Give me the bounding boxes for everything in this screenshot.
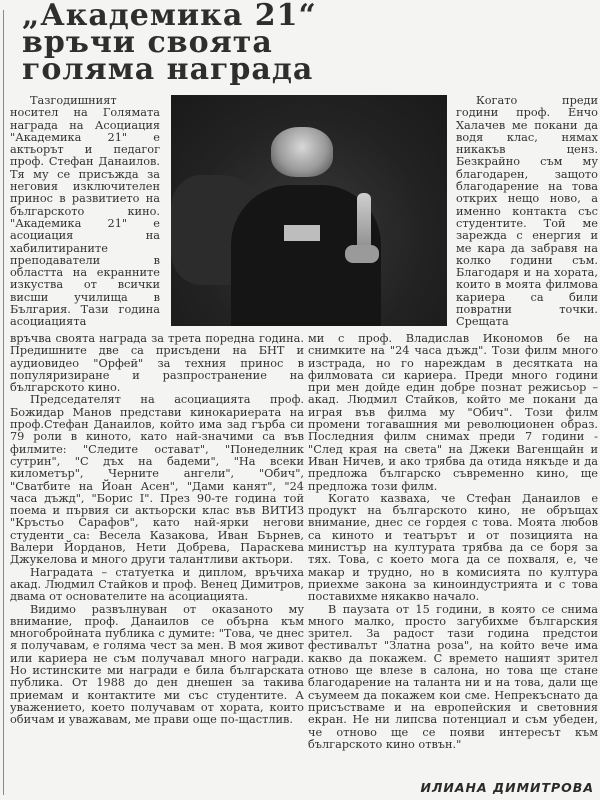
headline-line-1: „Академика 21“ xyxy=(22,0,317,33)
author-byline: ИЛИАНА ДИМИТРОВА xyxy=(420,780,594,795)
paragraph: връчва своята награда за трета поредна година. Предишните две са присъдени на БНТ и аудиовидео "Орфей" за техния принос в популяризиране и разпространение на българското кино. xyxy=(10,332,304,395)
paragraph: ми с проф. Владислав Икономов бе на снимките на "24 часа дъжд". Този филм много изстрада, но го нареждам в десятката на филмовата си кариера. Преди много години при мен дойде един добре познат режисьор – акад. Людмил Стайков, който ме покани да играя във филма му "Обич". Този филм промени тогавашния ми революционен образ. Последния филм снимах преди 7 години - "След края на света" на Джеки Вагенщайн и Иван Ничев, и ако трябва да отида някъде и да предложа българско съвременно кино, ще предложа този филм. xyxy=(308,332,598,493)
paragraph: Когато преди години проф. Енчо Халачев ме покани да водя клас, нямах никакъв ценз. Безкрайно съм му благодарен, защото благодарение на това открих нещо ново, а именно контакта със студентите. Той ме зарежда с енергия и ме кара да забравя на колко години съм. Благодаря и на хората, които в моята филмова кариера са били повратни точки. Срещата xyxy=(456,94,598,329)
article-photo xyxy=(171,95,447,326)
paragraph: В паузата от 15 години, в която се снима много малко, просто загубихме българския зрител. За радост тази година предстои фестивалът "Златна роза", на който вече има какво да покажем. С времето нашият зрител отново ще влезе в салона, но това ще стане благодарение на таланта ни и на това, дали ще съумеем да покажем кои сме. Непрекъснато да присъстваме и на европейския и световния екран. Не ни липсва потенциал и съм убеден, че отново ще се появи интересът към българското кино отвън." xyxy=(308,602,598,751)
paragraph: Наградата – статуетка и диплом, връчиха акад. Людмил Стайков и проф. Венец Димитров, двама от основателите на асоциацията. xyxy=(10,565,304,604)
photo-award-statuette xyxy=(357,193,371,251)
headline-line-3: голяма награда xyxy=(22,52,314,87)
article-column-d xyxy=(308,333,598,751)
paragraph: Видимо развълнуван от оказаното му внимание, проф. Данаилов се обърна към многобройната публика с думите: "Това, че днес я получавам, е голяма чест за мен. В моя живот или кариера не съм получавал много награди. Но истинските ми награди е била българската публика. От 1988 до ден днешен за такива приемам и контактите ми със студентите. А уважението, което получавам от хората, които обичам и уважавам, ме прави още по-щастлив. xyxy=(10,602,304,727)
paragraph: Тазгодишният носител на Голямата награда на Асоциация "Академика 21" е актьорът и педагог проф. Стефан Данаилов. Тя му се присъжда за неговия изключителен принос в развитието на българското кино. "Академика 21" е асоциация на хабилитираните преподаватели в областта на екранните изкуства от всички висши училища в България. Тази година асоциацията xyxy=(10,94,160,329)
headline-line-2: връчи своята xyxy=(22,25,273,60)
article-column-c xyxy=(456,95,598,329)
photo-person-head xyxy=(271,127,333,177)
column-rule xyxy=(3,10,4,795)
article-column-a xyxy=(10,95,160,329)
headline xyxy=(22,0,600,87)
photo-logo-patch xyxy=(284,225,320,241)
article-column-b xyxy=(10,333,304,727)
paragraph: Когато казваха, че Стефан Данаилов е продукт на българското кино, не обръщах внимание, днес се гордея с това. Моята любов са киното и театърът и от позицията на министър на културата трябва да се боря за тях. Това, с което мога да се похваля, е, че макар и трудно, но в комисията по култура приехме закона за киноиндустрията и с това поставихме някакво начало. xyxy=(308,491,598,604)
photo-hand xyxy=(345,245,379,263)
paragraph: Председателят на асоциацията проф. Божидар Манов представи кинокариерата на проф.Стефан Данаилов, който има зад гърба си 79 роли в киното, като най-значими са във филмите: "Следите остават", "Понеделник сутрин", "С дъх на бадеми", "На всеки километър", Черните ангели", "Обич", "Сватбите на Йоан Асен", "Дами канят", "24 часа дъжд", "Борис I". През 90-те година той поема и първия си актьорски клас във ВИТИЗ "Кръстьо Сарафов", като най-ярки негови студенти са: Весела Казакова, Иван Бърнев, Валери Йорданов, Нети Добрева, Параскева Джукелова и много други талантливи актьори. xyxy=(10,393,304,567)
